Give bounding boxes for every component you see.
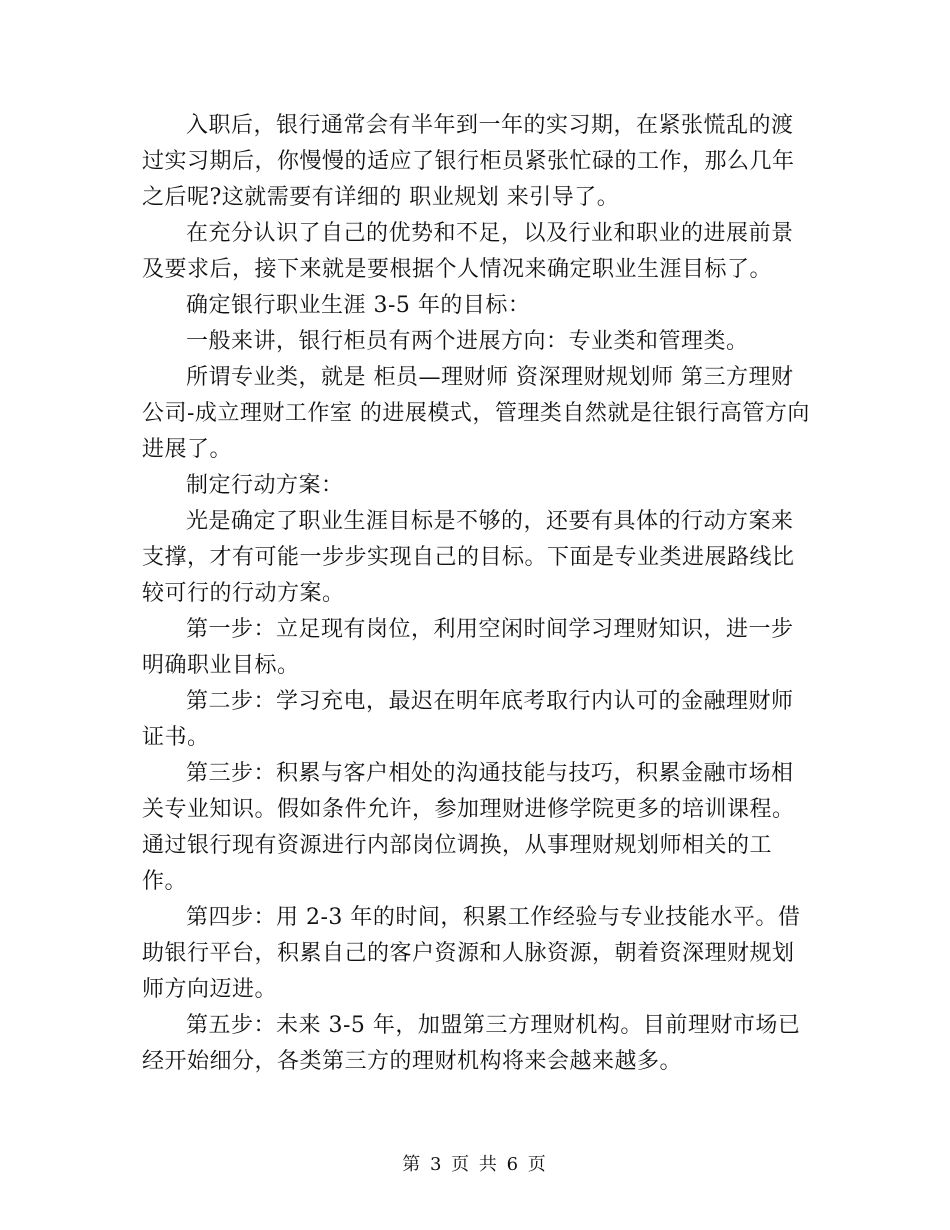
paragraph: 入职后，银行通常会有半年到一年的实习期，在紧张慌乱的渡过实习期后，你慢慢的适应了银行柜员紧张忙碌的工作，那么几年之后呢?这就需要有详细的 职业规划 来引导了。 <box>142 113 795 210</box>
paragraph: 第四步：用 2-3 年的时间，积累工作经验与专业技能水平。借助银行平台，积累自己的客户资源和人脉资源，朝着资深理财规划师方向迈进。 <box>142 905 801 1002</box>
paragraph: 确定银行职业生涯 3-5 年的目标： <box>186 293 531 318</box>
paragraph: 第二步：学习充电，最迟在明年底考取行内认可的金融理财师证书。 <box>142 689 794 750</box>
document-body <box>142 108 812 1080</box>
paragraph: 第三步：积累与客户相处的沟通技能与技巧，积累金融市场相关专业知识。假如条件允许，参加理财进修学院更多的培训课程。通过银行现有资源进行内部岗位调换，从事理财规划师相关的工作。 <box>142 761 795 894</box>
paragraph: 所谓专业类，就是 柜员—理财师 资深理财规划师 第三方理财公司-成立理财工作室 的进展模式，管理类自然就是往银行高管方向进展了。 <box>142 365 810 462</box>
page-number: 第 3 页 共 6 页 <box>402 1154 548 1175</box>
paragraph: 光是确定了职业生涯目标是不够的，还要有具体的行动方案来支撑，才有可能一步步实现自己的目标。下面是专业类进展路线比较可行的行动方案。 <box>142 509 795 606</box>
paragraph: 第一步：立足现有岗位，利用空闲时间学习理财知识，进一步明确职业目标。 <box>142 617 794 678</box>
paragraph: 一般来讲，银行柜员有两个进展方向：专业类和管理类。 <box>186 329 749 354</box>
paragraph: 在充分认识了自己的优势和不足，以及行业和职业的进展前景及要求后，接下来就是要根据个人情况来确定职业生涯目标了。 <box>142 221 794 282</box>
paragraph: 制定行动方案： <box>186 473 344 498</box>
paragraph: 第五步：未来 3-5 年，加盟第三方理财机构。目前理财市场已经开始细分，各类第三方的理财机构将来会越来越多。 <box>142 1013 801 1074</box>
page-footer <box>0 1150 950 1176</box>
